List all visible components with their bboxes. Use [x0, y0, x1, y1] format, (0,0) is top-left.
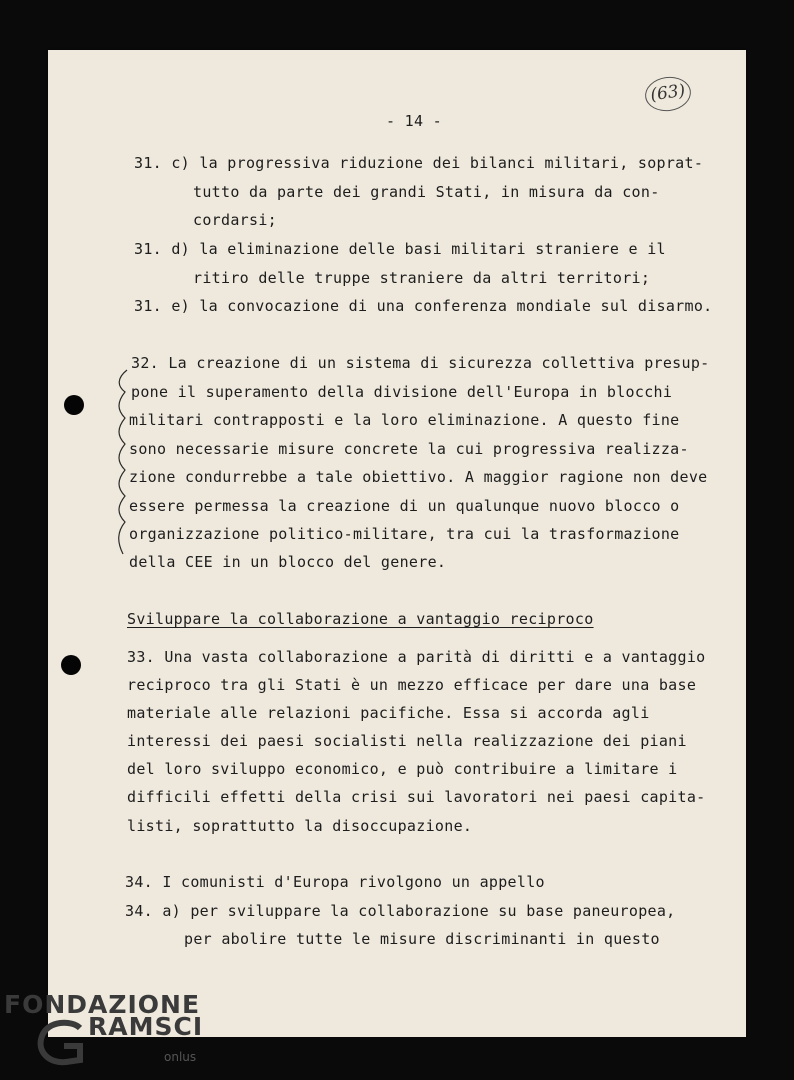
text-line: della CEE in un blocco del genere. [129, 553, 447, 571]
text-line: organizzazione politico-militare, tra cui la trasformazione [129, 525, 680, 543]
text-line: per abolire tutte le misure discriminanti in questo [184, 930, 660, 948]
text-line: 33. Una vasta collaborazione a parità di diritti e a vantaggio [127, 648, 706, 666]
watermark-suffix: onlus [164, 1050, 197, 1064]
text-line: tutto da parte dei grandi Stati, in misura da con- [193, 183, 660, 201]
text-line: militari contrapposti e la loro eliminazione. A questo fine [129, 411, 680, 429]
watermark-line1: FONDAZIONE [4, 990, 201, 1019]
text-line: del loro sviluppo economico, e può contribuire a limitare i [127, 760, 678, 778]
text-line: difficili effetti della crisi sui lavoratori nei paesi capita- [127, 788, 706, 806]
text-line: listi, soprattutto la disoccupazione. [127, 817, 473, 835]
handwritten-margin-bracket [113, 368, 135, 558]
text-line: 31. c) la progressiva riduzione dei bilanci militari, soprat- [134, 154, 704, 172]
text-line: reciproco tra gli Stati è un mezzo efficace per dare una base [127, 676, 697, 694]
handwritten-page-number: (63) [643, 74, 693, 114]
text-line: pone il superamento della divisione dell'Europa in blocchi [131, 383, 673, 401]
page-number: - 14 - [386, 112, 442, 130]
section-heading: Sviluppare la collaborazione a vantaggio reciproco [127, 610, 594, 628]
watermark-line2: RAMSCI [88, 1012, 204, 1041]
text-line: interessi dei paesi socialisti nella realizzazione dei piani [127, 732, 687, 750]
punch-hole-bottom [61, 655, 81, 675]
text-line: materiale alle relazioni pacifiche. Essa si accorda agli [127, 704, 650, 722]
text-line: essere permessa la creazione di un qualunque nuovo blocco o [129, 497, 680, 515]
text-line: ritiro delle truppe straniere da altri territori; [193, 269, 651, 287]
text-line: cordarsi; [193, 211, 277, 229]
text-line: zione condurrebbe a tale obiettivo. A maggior ragione non deve [129, 468, 708, 486]
text-line: 34. a) per sviluppare la collaborazione su base paneuropea, [125, 902, 676, 920]
text-line: 31. e) la convocazione di una conferenza mondiale sul disarmo. [134, 297, 713, 315]
text-line: 34. I comunisti d'Europa rivolgono un appello [125, 873, 545, 891]
watermark-g-logo [34, 1018, 90, 1068]
text-line: 31. d) la eliminazione delle basi militari straniere e il [134, 240, 666, 258]
text-line: 32. La creazione di un sistema di sicurezza collettiva presup- [131, 354, 710, 372]
punch-hole-top [64, 395, 84, 415]
text-line: sono necessarie misure concrete la cui progressiva realizza- [129, 440, 689, 458]
